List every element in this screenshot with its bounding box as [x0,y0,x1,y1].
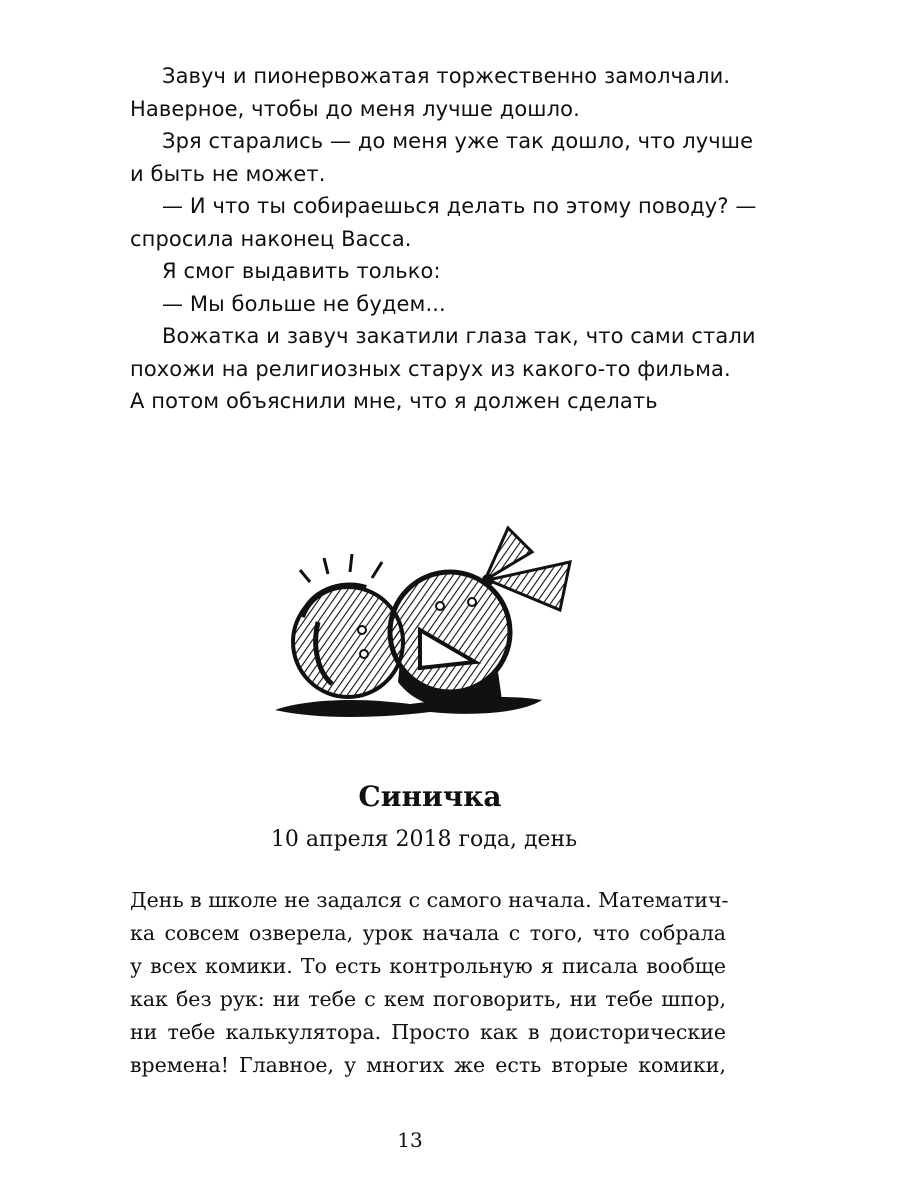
text-line: — И что ты собираешься делать по этому поводу? — [162,194,757,218]
text-line: Вожатка и завуч закатили глаза так, что сами стали [162,324,756,348]
text-line: похожи на религиозных старух из какого-то фильма. [130,356,731,381]
page-number: 13 [397,1128,423,1152]
right-face [390,572,510,710]
ground-shadow [275,697,542,717]
text-line: Завуч и пионервожатая торжественно замолчали. [162,64,731,88]
text-line: как без рук: ни тебе с кем поговорить, ни тебе шпор, [130,987,726,1011]
two-faces-illustration [270,522,590,727]
text-line: у всех комики. То есть контрольную я писала вообще [130,954,726,978]
chapter-date: 10 апреля 2018 года, день [270,827,578,852]
text-line: Наверное, чтобы до меня лучше дошло. [130,96,580,121]
text-line: А потом объяснили мне, что я должен сделать [130,389,658,413]
text-line: Зря старались — до меня уже так дошло, что лучше [162,129,754,153]
top-text-block [130,60,757,418]
text-line: и быть не может. [130,161,326,186]
left-face [293,554,403,697]
text-line: спросила наконец Васса. [130,226,412,251]
chapter-title: Синичка [358,780,502,813]
text-line: — Мы больше не будем... [162,291,446,316]
text-line: времена! Главное, у многих же есть вторые комики, [130,1053,726,1077]
chapter-text-block [130,884,729,1082]
text-line: ка совсем озверела, урок начала с того, что собрала [130,921,726,945]
text-line: ни тебе калькулятора. Просто как в доисторические [130,1020,726,1044]
text-line: Я смог выдавить только: [162,259,441,283]
text-line: День в школе не задался с самого начала. Математич- [130,888,729,912]
